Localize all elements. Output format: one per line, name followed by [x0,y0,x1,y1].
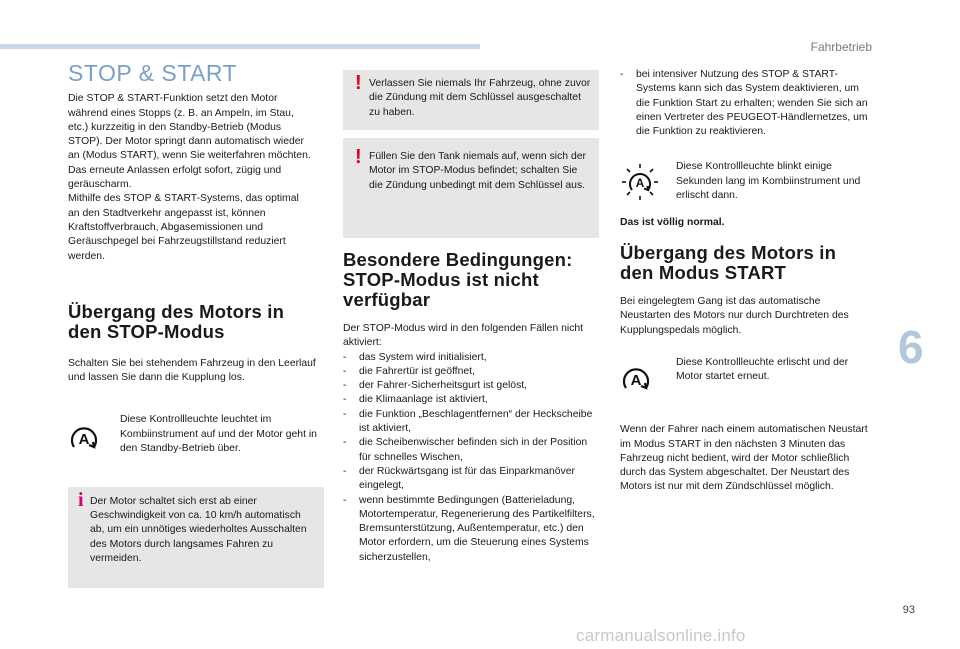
intro-line: Mithilfe des STOP & START-Systems, das optimal [68,193,299,205]
list-item: - die Scheibenwischer befinden sich in der Position für schnelles Wischen, [343,436,599,465]
intro-line: Geräuschpegel bei Fahrzeugstillstand reduziert [68,236,286,248]
section-name: Fahrbetrieb [810,40,872,54]
stop-lamp-row [68,413,324,456]
start-mode-text: Bei eingelegtem Gang ist das automatische Neustarten des Motors nur durch Durchtreten des Kupplungspedals möglich. [620,296,849,336]
normal-note: Das ist völlig normal. [620,216,725,228]
intro-line: STOP). Der Motor springt dann automatisch wieder [68,136,305,148]
blink-lamp-row [620,160,870,207]
header-accent-bar [0,44,480,49]
column-left [68,60,324,588]
auto-stop-lamp-icon [68,423,120,456]
intro-line: geräuscharm. [68,179,132,191]
off-lamp-text: Diese Kontrollleuchte erlischt und der Motor startet erneut. [676,356,849,383]
info-text: Der Motor schaltet sich erst ab einer Geschwindigkeit von ca. 10 km/h automatisch ab, um ein unnötiges wiederholtes Ausschalten des Motors durch langsames Fahren zu vermeiden. [90,495,307,564]
list-item: - die Klimaanlage ist aktiviert, [343,393,599,407]
svg-text:A: A [630,371,642,389]
warning-box-1 [343,70,599,130]
restart-note: Wenn der Fahrer nach einem automatischen Neustart im Modus START in den nächsten 3 Minuten das Fahrzeug nicht bedient, wird der Motor schließlich durch das System abgeschaltet. Der Neustart des Motors ist nur mit dem Zündschlüssel möglich. [620,424,868,493]
warning-text-2: Füllen Sie den Tank niemals auf, wenn sich der Motor im STOP-Modus befindet; schalten Sie die Zündung unbedingt mit dem Schlüssel aus. [369,151,586,191]
off-lamp-row [620,356,870,397]
warning-box-2 [343,138,599,238]
page-number: 93 [902,604,915,616]
exclamation-warning-icon: ! [355,72,362,94]
list-item: - der Rückwärtsgang ist für das Einparkmanöver eingelegt, [343,465,599,494]
svg-text:A: A [635,176,645,191]
list-item: - wenn bestimmte Bedingungen (Batterieladung, Motortemperatur, Regenerierung des Partikelfilters, Bremsunterstützung, Außentemperatur, etc.) den Motor erfordern, um die Steuerung eines Systems sicherzustellen, [343,494,599,565]
svg-text:A: A [78,431,90,449]
list-item: - die Fahrertür ist geöffnet, [343,365,599,379]
list-item: - die Funktion „Beschlagentfernen“ der Heckscheibe ist aktiviert, [343,408,599,437]
auto-stop-blink-icon [620,162,676,207]
blink-lamp-text: Diese Kontrollleuchte blinkt einige Sekunden lang im Kombiinstrument und erlischt dann. [676,161,861,202]
special-conditions-heading: Besondere Bedingungen: STOP-Modus ist nicht verfügbar [343,249,573,310]
list-item: - der Fahrer-Sicherheitsgurt ist gelöst, [343,379,599,393]
conditions-list [343,351,599,565]
info-i-icon: i [78,488,84,511]
column-right [620,60,870,495]
intro-line: werden. [68,250,105,262]
auto-stop-lamp-icon [620,364,676,397]
page-title: STOP & START [68,60,238,86]
stop-mode-heading: Übergang des Motors in den STOP-Modus [68,300,285,342]
list-item: - das System wird initialisiert, [343,351,599,365]
intro-line: an (Modus START), wenn Sie weiterfahren möchten. [68,150,311,162]
list-item: - bei intensiver Nutzung des STOP & START-Systems kann sich das System deaktivieren, um die Funktion Start zu erhalten; wenden Sie sich an einen Vertreter des PEUGEOT-Händlernetzes, um die Funktion zu reaktivieren. [620,68,870,139]
exclamation-warning-icon: ! [355,146,362,168]
intro-line: Kraftstoffverbrauch, Abgasemissionen und [68,221,264,233]
conditions-list-continued [620,68,870,139]
intro-line: Das erneute Anlassen erfolgt sofort, zügig und [68,164,282,176]
warning-text-1: Verlassen Sie niemals Ihr Fahrzeug, ohne zuvor die Zündung mit dem Schlüssel ausgeschaltet zu haben. [369,78,591,118]
intro-line: Die STOP & START-Funktion setzt den Motor [68,93,278,105]
watermark: carmanualsonline.info [576,626,746,645]
special-conditions-intro: Der STOP-Modus wird in den folgenden Fällen nicht aktiviert: [343,323,584,349]
stop-lamp-text: Diese Kontrollleuchte leuchtet im Kombiinstrument auf und der Motor geht in den Standby-Betrieb über. [120,414,317,455]
intro-paragraph [68,92,324,264]
intro-line: an den Stadtverkehr angepasst ist, können [68,207,266,219]
intro-line: während eines Stopps (z. B. an Ampeln, im Stau, [68,107,294,119]
intro-line: etc.) kurzzeitig in den Standby-Betrieb (Modus [68,121,282,133]
column-middle [343,60,599,565]
info-box [68,487,324,588]
start-mode-heading: Übergang des Motors in den Modus START [620,242,837,284]
chapter-number: 6 [898,321,924,373]
stop-mode-text: Schalten Sie bei stehendem Fahrzeug in den Leerlauf und lassen Sie dann die Kupplung los. [68,357,316,384]
